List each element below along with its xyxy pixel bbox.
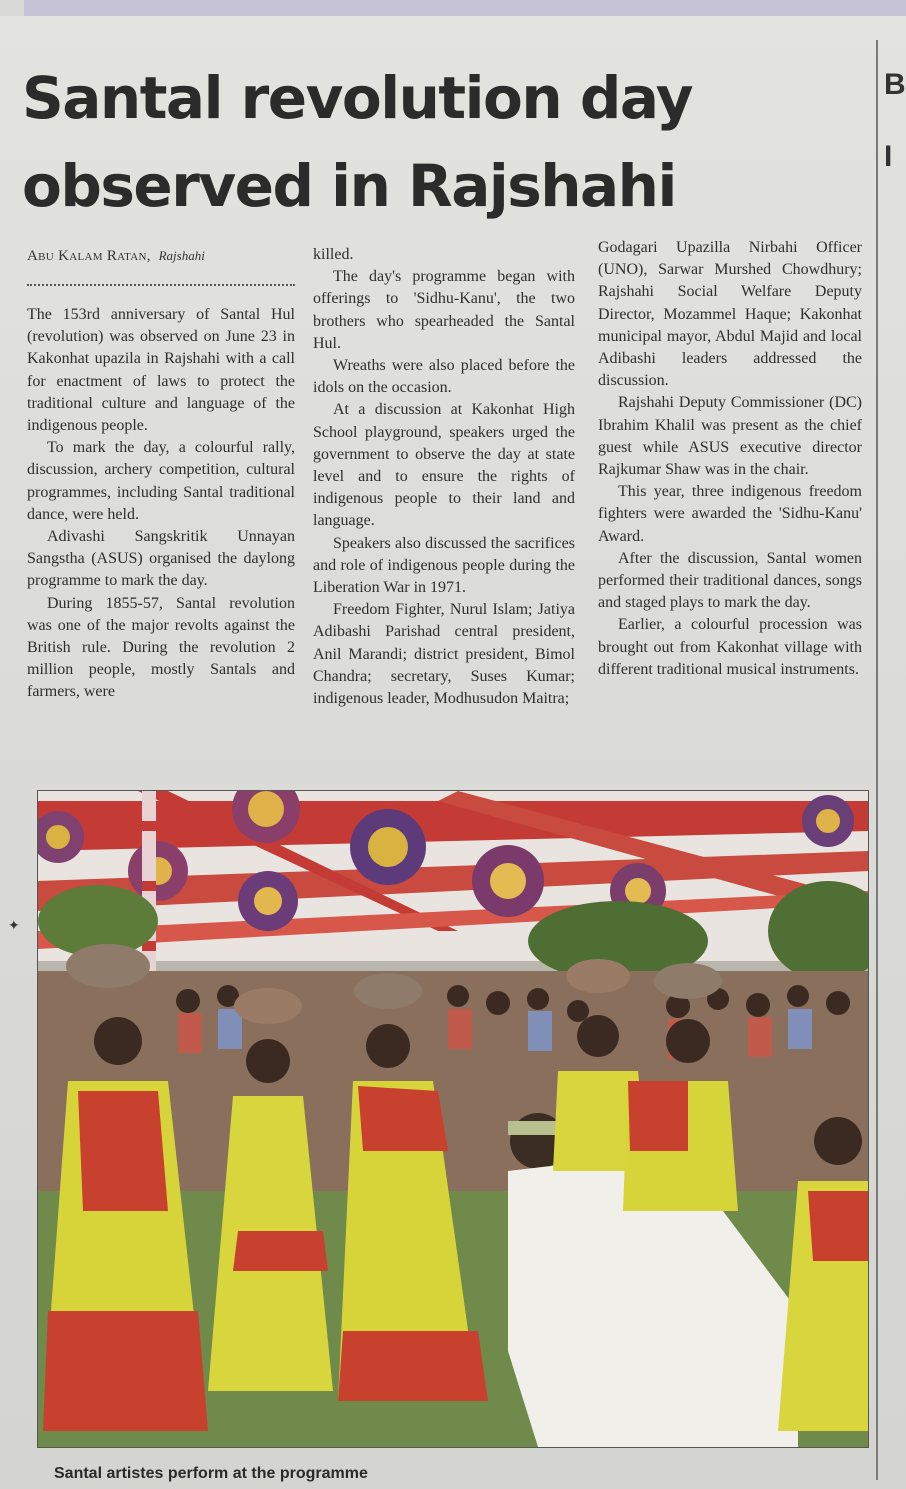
byline-dotted-rule: [27, 284, 295, 286]
paragraph: Adivashi Sangskritik Unnayan Sangstha (ASUS) organised the daylong programme to mark the day.: [27, 528, 295, 590]
paragraph: Rajshahi Deputy Commissioner (DC) Ibrahim Khalil was present as the chief guest while ASUS executive director Rajkumar Shaw was in the chair.: [598, 394, 862, 479]
paragraph: Wreaths were also placed before the idols on the occasion.: [313, 357, 575, 397]
paragraph: To mark the day, a colourful rally, discussion, archery competition, cultural programmes, including Santal traditional dance, were held.: [27, 439, 295, 523]
margin-mark: ✦: [8, 919, 20, 934]
paragraph: killed.: [313, 246, 354, 263]
paragraph: Freedom Fighter, Nurul Islam; Jatiya Adibashi Parishad central president, Anil Marandi; district president, Bimol Chandra; secretary, Suses Kumar; indigenous leader, Modhusudon Maitra;: [313, 601, 575, 708]
top-color-strip: [24, 0, 906, 16]
byline: [27, 248, 293, 265]
adjacent-article-fragment: I: [884, 140, 893, 173]
adjacent-article-fragment: B: [884, 68, 906, 101]
article-headline: [22, 54, 762, 230]
article-photo: [37, 790, 869, 1448]
photo-caption: Santal artistes perform at the programme: [54, 1465, 368, 1482]
paragraph: The 153rd anniversary of Santal Hul (revolution) was observed on June 23 in Kakonhat upazila in Rajshahi with a call for enactment of laws to protect the traditional culture and language of the indigenous people.: [27, 306, 295, 435]
photo-illustration: [38, 791, 868, 1447]
paragraph: The day's programme began with offerings to 'Sidhu-Kanu', the two brothers who spearheaded the Santal Hul.: [313, 268, 575, 352]
article-column-3: [598, 237, 862, 681]
paragraph: This year, three indigenous freedom fighters were awarded the 'Sidhu-Kanu' Award.: [598, 483, 862, 545]
article-column-2: [313, 244, 575, 710]
byline-location: Rajshahi: [158, 248, 205, 263]
byline-author: Abu Kalam Ratan,: [27, 248, 151, 264]
headline-line-2: observed in Rajshahi: [22, 152, 676, 220]
paragraph: Speakers also discussed the sacrifices and role of indigenous people during the Liberation War in 1971.: [313, 534, 575, 597]
paragraph: During 1855-57, Santal revolution was one of the major revolts against the British rule. During the revolution 2 million people, mostly Santals and farmers, were: [27, 594, 295, 701]
article-column-1: [27, 304, 295, 704]
paragraph: After the discussion, Santal women performed their traditional dances, songs and staged plays to mark the day.: [598, 549, 862, 612]
paragraph: At a discussion at Kakonhat High School playground, speakers urged the government to observe the day at state level and to ensure the rights of indigenous people to their land and language.: [313, 401, 575, 530]
column-divider: [876, 40, 878, 1480]
paragraph: Godagari Upazilla Nirbahi Officer (UNO), Sarwar Murshed Chowdhury; Rajshahi Social Welfare Deputy Director, Mozammel Haque; Kakonhat municipal mayor, Abdul Majid and local Adibashi leaders addressed the discussion.: [598, 239, 862, 390]
headline-line-1: Santal revolution day: [22, 64, 693, 132]
paragraph: Earlier, a colourful procession was brought out from Kakonhat village with different traditional musical instruments.: [598, 616, 862, 678]
